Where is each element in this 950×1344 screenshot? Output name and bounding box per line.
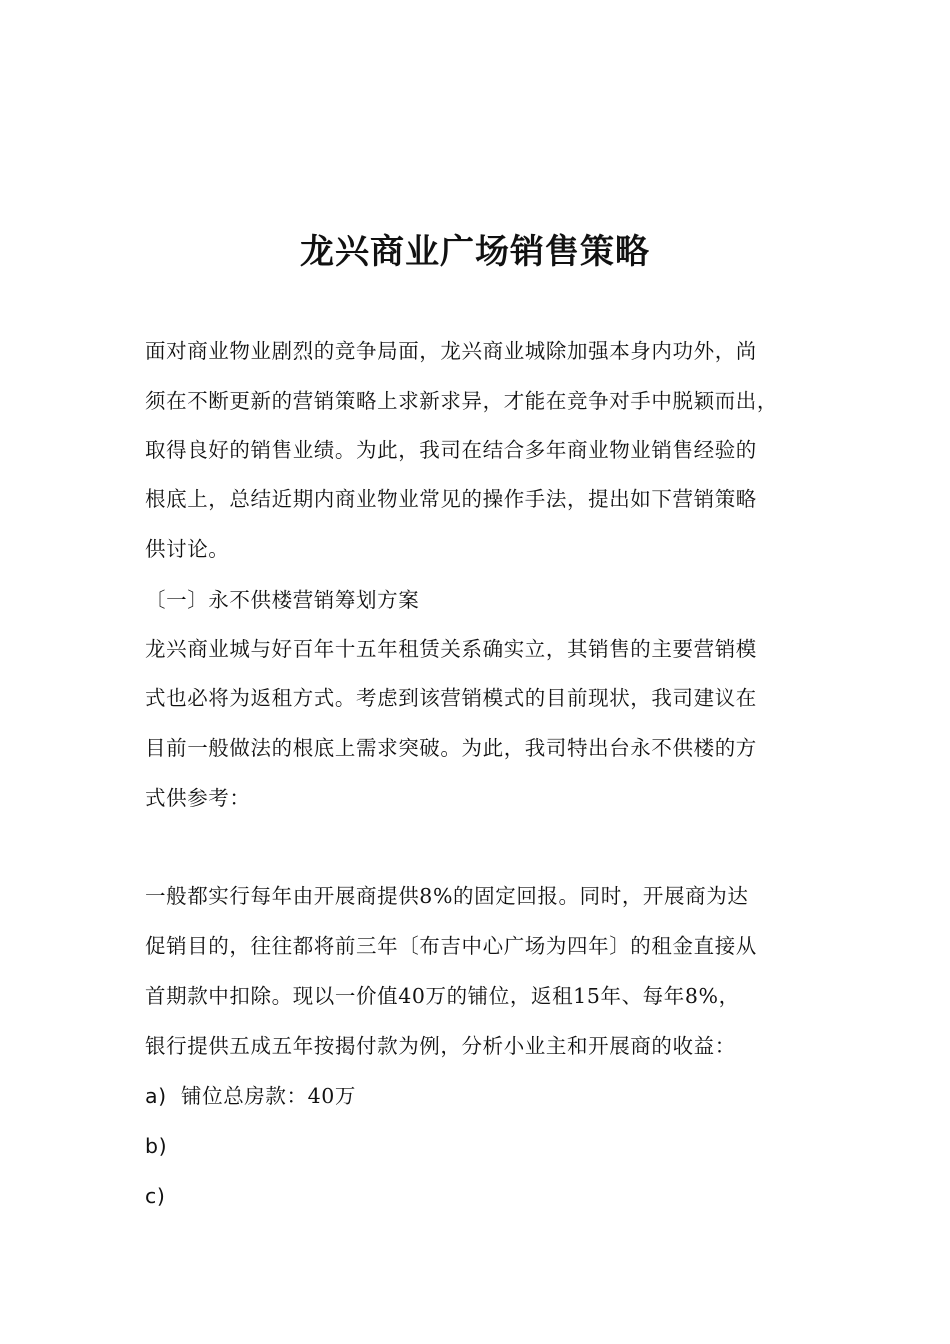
list-item-label: b) [145, 1134, 168, 1158]
intro-line: 根底上，总结近期内商业物业常见的操作手法，提出如下营销策略 [145, 487, 757, 511]
list-item-label: c) [145, 1184, 166, 1208]
section-line: 龙兴商业城与好百年十五年租赁关系确实立，其销售的主要营销模 [145, 637, 757, 661]
section-heading: 〔一〕永不供楼营销筹划方案 [145, 588, 420, 612]
analysis-line: 银行提供五成五年按揭付款为例，分析小业主和开展商的收益： [145, 1034, 736, 1058]
intro-line: 供讨论。 [145, 537, 230, 561]
list-item [145, 1182, 181, 1210]
analysis-line: 促销目的，往往都将前三年〔布吉中心广场为四年〕的租金直接从 [145, 934, 757, 958]
analysis-line: 一般都实行每年由开展商提供8%的固定回报。同时，开展商为达 [145, 884, 749, 908]
list-item-text: 铺位总房款：40万 [181, 1084, 356, 1108]
intro-line: 取得良好的销售业绩。为此，我司在结合多年商业物业销售经验的 [145, 438, 757, 462]
section-line: 目前一般做法的根底上需求突破。为此，我司特出台永不供楼的方 [145, 736, 757, 760]
section-line: 式也必将为返租方式。考虑到该营销模式的目前现状，我司建议在 [145, 686, 757, 710]
intro-line: 面对商业物业剧烈的竞争局面，龙兴商业城除加强本身内功外，尚 [145, 339, 757, 363]
document-title: 龙兴商业广场销售策略 [300, 232, 650, 272]
intro-line: 须在不断更新的营销策略上求新求异，才能在竞争对手中脱颖而出， [145, 389, 778, 413]
list-item-label: a) [145, 1084, 167, 1108]
section-line: 式供参考： [145, 786, 251, 810]
analysis-line: 首期款中扣除。现以一价值40万的铺位，返租15年、每年8%， [145, 984, 740, 1008]
list-item [145, 1132, 181, 1160]
list-item [145, 1082, 356, 1110]
